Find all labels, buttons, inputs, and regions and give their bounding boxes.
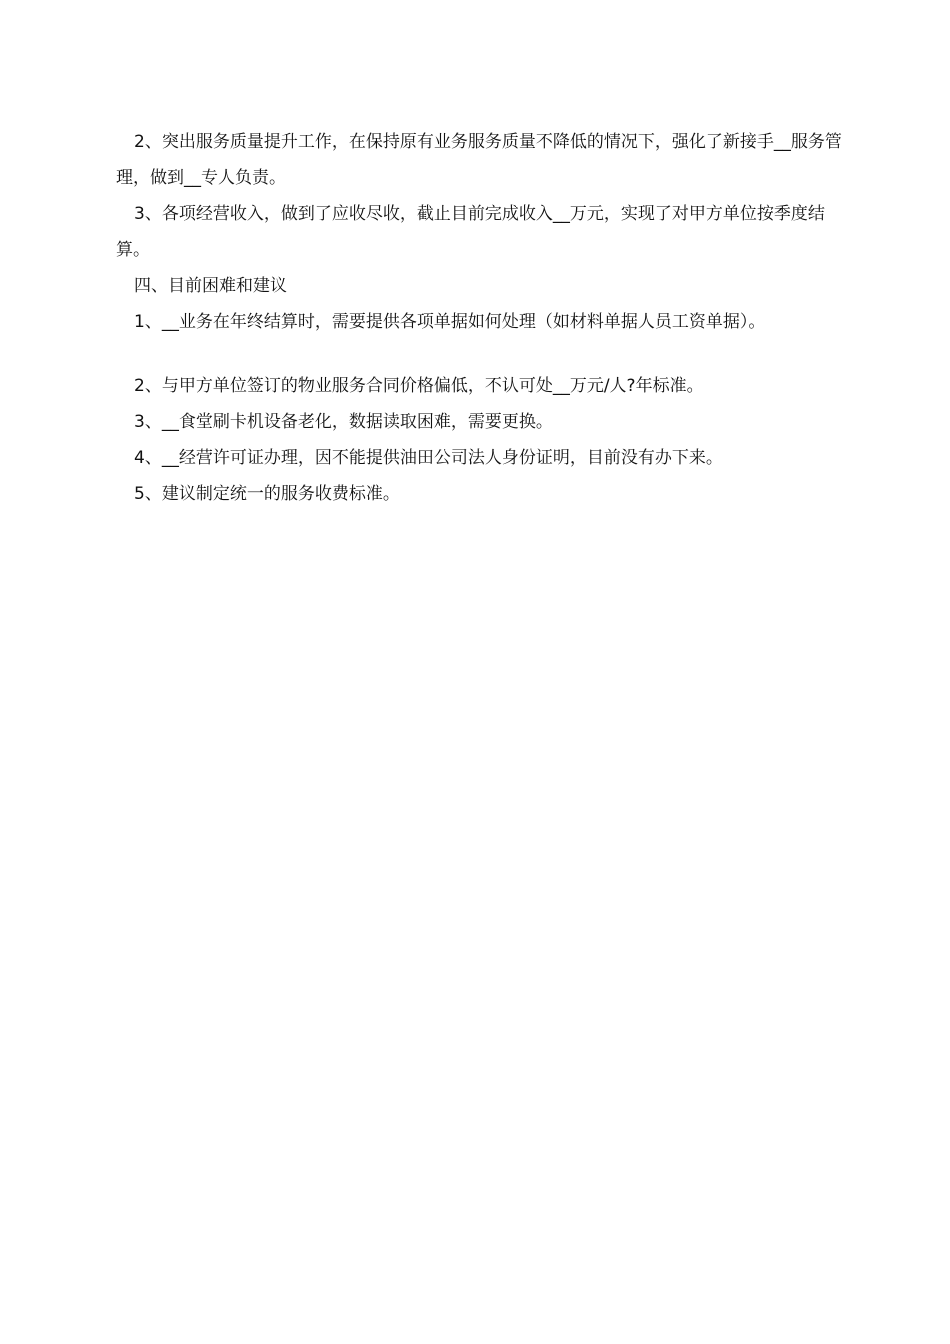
paragraph-service-quality: 2、突出服务质量提升工作，在保持原有业务服务质量不降低的情况下，强化了新接手__服务管理，做到__专人负责。 bbox=[116, 132, 842, 188]
paragraph-revenue: 3、各项经营收入，做到了应收尽收，截止目前完成收入__万元，实现了对甲方单位按季度结算。 bbox=[116, 204, 825, 260]
section-heading-difficulties: 四、目前困难和建议 bbox=[134, 276, 287, 296]
paragraph-item-1: 1、__业务在年终结算时，需要提供各项单据如何处理（如材料单据人员工资单据）。 bbox=[134, 312, 766, 332]
document-body bbox=[116, 124, 856, 512]
paragraph-item-5: 5、建议制定统一的服务收费标准。 bbox=[134, 484, 400, 504]
paragraph-item-3: 3、__食堂刷卡机设备老化，数据读取困难，需要更换。 bbox=[134, 412, 553, 432]
paragraph-item-2: 2、与甲方单位签订的物业服务合同价格偏低，不认可处__万元/人?年标准。 bbox=[134, 376, 704, 396]
paragraph-item-4: 4、__经营许可证办理，因不能提供油田公司法人身份证明，目前没有办下来。 bbox=[134, 448, 723, 468]
